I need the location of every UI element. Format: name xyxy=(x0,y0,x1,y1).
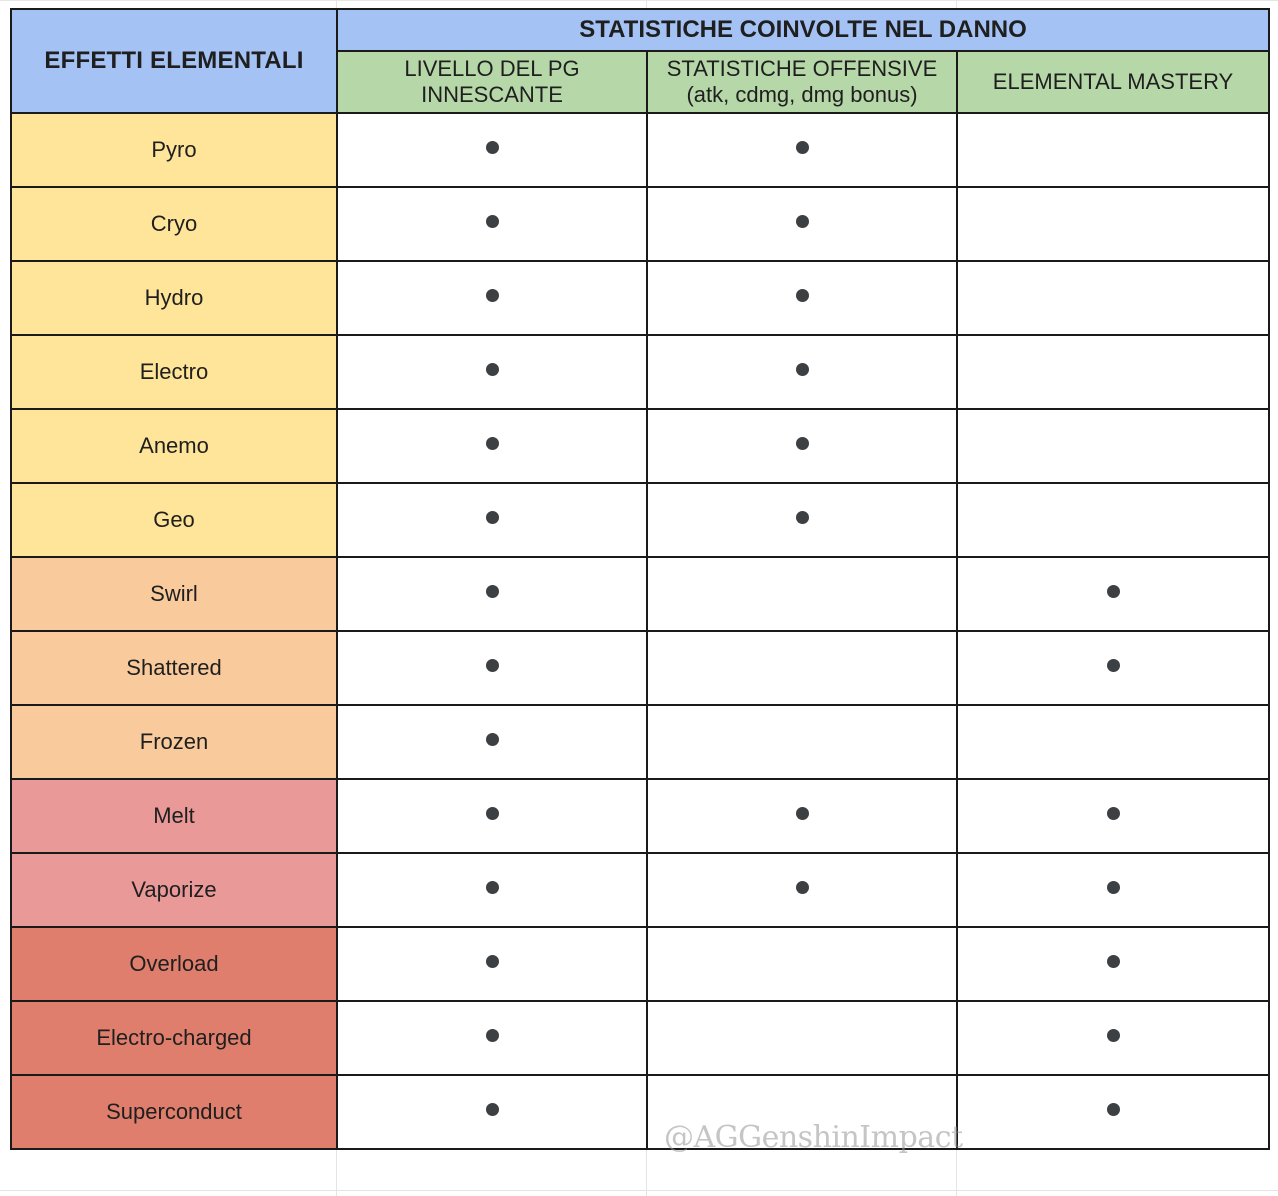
effects-column-title: EFFETTI ELEMENTALI xyxy=(44,47,304,74)
stat-cell-mastery[interactable] xyxy=(957,853,1269,927)
effect-name-cell[interactable]: Geo xyxy=(11,483,337,557)
stat-cell-mastery[interactable] xyxy=(957,631,1269,705)
stat-cell-level[interactable] xyxy=(337,483,647,557)
column-header-line: STATISTICHE OFFENSIVE xyxy=(666,56,938,81)
column-header-line: (atk, cdmg, dmg bonus) xyxy=(686,82,918,107)
effect-name-cell[interactable]: Overload xyxy=(11,927,337,1001)
stat-cell-level[interactable] xyxy=(337,1001,647,1075)
effect-name-cell[interactable]: Frozen xyxy=(11,705,337,779)
stat-cell-offensive[interactable] xyxy=(647,853,957,927)
effect-name-cell[interactable]: Pyro xyxy=(11,113,337,187)
stat-cell-offensive[interactable] xyxy=(647,927,957,1001)
stat-cell-level[interactable] xyxy=(337,187,647,261)
table-row xyxy=(11,853,1269,927)
stat-cell-offensive[interactable] xyxy=(647,335,957,409)
bullet-dot-icon xyxy=(486,1103,499,1116)
table-row xyxy=(11,409,1269,483)
table-row xyxy=(11,557,1269,631)
effect-name-cell[interactable]: Cryo xyxy=(11,187,337,261)
stat-cell-offensive[interactable] xyxy=(647,631,957,705)
stat-cell-mastery[interactable] xyxy=(957,1075,1269,1149)
stats-group-title: STATISTICHE COINVOLTE NEL DANNO xyxy=(579,16,1027,43)
stat-cell-offensive[interactable] xyxy=(647,483,957,557)
effect-name-cell[interactable]: Swirl xyxy=(11,557,337,631)
stat-cell-offensive[interactable] xyxy=(647,705,957,779)
table-row xyxy=(11,335,1269,409)
column-header-level[interactable] xyxy=(337,51,647,113)
stat-cell-offensive[interactable] xyxy=(647,779,957,853)
bullet-dot-icon xyxy=(486,955,499,968)
bullet-dot-icon xyxy=(486,659,499,672)
effect-name-cell[interactable]: Electro xyxy=(11,335,337,409)
stat-cell-level[interactable] xyxy=(337,853,647,927)
column-header-line: LIVELLO DEL PG xyxy=(404,56,580,81)
stat-cell-offensive[interactable] xyxy=(647,557,957,631)
bullet-dot-icon xyxy=(796,437,809,450)
bullet-dot-icon xyxy=(796,215,809,228)
stat-cell-mastery[interactable] xyxy=(957,927,1269,1001)
stat-cell-mastery[interactable] xyxy=(957,187,1269,261)
stat-cell-mastery[interactable] xyxy=(957,113,1269,187)
stat-cell-mastery[interactable] xyxy=(957,1001,1269,1075)
stat-cell-level[interactable] xyxy=(337,705,647,779)
table-body xyxy=(11,113,1269,1149)
bullet-dot-icon xyxy=(796,363,809,376)
table-row xyxy=(11,187,1269,261)
stat-cell-mastery[interactable] xyxy=(957,261,1269,335)
stat-cell-offensive[interactable] xyxy=(647,113,957,187)
table-row xyxy=(11,705,1269,779)
stat-cell-level[interactable] xyxy=(337,261,647,335)
effect-name-cell[interactable]: Hydro xyxy=(11,261,337,335)
table-row xyxy=(11,1001,1269,1075)
stat-cell-level[interactable] xyxy=(337,113,647,187)
bullet-dot-icon xyxy=(796,511,809,524)
bullet-dot-icon xyxy=(486,807,499,820)
bullet-dot-icon xyxy=(796,289,809,302)
bullet-dot-icon xyxy=(1107,1103,1120,1116)
stats-group-header[interactable] xyxy=(337,9,1269,51)
bullet-dot-icon xyxy=(1107,807,1120,820)
bullet-dot-icon xyxy=(486,733,499,746)
bullet-dot-icon xyxy=(796,881,809,894)
effect-name-cell[interactable]: Electro-charged xyxy=(11,1001,337,1075)
bullet-dot-icon xyxy=(796,807,809,820)
sheet-gridline xyxy=(0,1190,1278,1191)
bullet-dot-icon xyxy=(486,141,499,154)
bullet-dot-icon xyxy=(1107,881,1120,894)
bullet-dot-icon xyxy=(486,511,499,524)
bullet-dot-icon xyxy=(486,363,499,376)
table-row xyxy=(11,1075,1269,1149)
effect-name-cell[interactable]: Anemo xyxy=(11,409,337,483)
table-row xyxy=(11,631,1269,705)
stat-cell-offensive[interactable] xyxy=(647,1001,957,1075)
stat-cell-offensive[interactable] xyxy=(647,409,957,483)
table-row xyxy=(11,113,1269,187)
bullet-dot-icon xyxy=(486,585,499,598)
table-row xyxy=(11,483,1269,557)
effect-name-cell[interactable]: Shattered xyxy=(11,631,337,705)
stat-cell-level[interactable] xyxy=(337,927,647,1001)
stat-cell-mastery[interactable] xyxy=(957,779,1269,853)
damage-stats-table xyxy=(10,8,1270,1150)
watermark: @AGGenshinImpact xyxy=(664,1120,963,1155)
bullet-dot-icon xyxy=(486,289,499,302)
bullet-dot-icon xyxy=(1107,955,1120,968)
stat-cell-offensive[interactable] xyxy=(647,187,957,261)
stat-cell-level[interactable] xyxy=(337,335,647,409)
bullet-dot-icon xyxy=(1107,659,1120,672)
column-header-line: ELEMENTAL MASTERY xyxy=(992,69,1234,94)
bullet-dot-icon xyxy=(1107,585,1120,598)
stat-cell-mastery[interactable] xyxy=(957,483,1269,557)
bullet-dot-icon xyxy=(486,881,499,894)
stat-cell-level[interactable] xyxy=(337,631,647,705)
stat-cell-level[interactable] xyxy=(337,1075,647,1149)
effect-name-cell[interactable]: Vaporize xyxy=(11,853,337,927)
stat-cell-level[interactable] xyxy=(337,409,647,483)
table-row xyxy=(11,779,1269,853)
stat-cell-level[interactable] xyxy=(337,779,647,853)
stat-cell-mastery[interactable] xyxy=(957,409,1269,483)
bullet-dot-icon xyxy=(1107,1029,1120,1042)
table-row xyxy=(11,927,1269,1001)
stat-cell-offensive[interactable] xyxy=(647,261,957,335)
stat-cell-mastery[interactable] xyxy=(957,335,1269,409)
effect-name-cell[interactable]: Melt xyxy=(11,779,337,853)
column-header-line: INNESCANTE xyxy=(421,82,563,107)
effects-column-header[interactable] xyxy=(11,9,337,113)
stat-cell-mastery[interactable] xyxy=(957,557,1269,631)
column-header-mastery[interactable] xyxy=(957,51,1269,113)
table-row xyxy=(11,261,1269,335)
bullet-dot-icon xyxy=(486,1029,499,1042)
bullet-dot-icon xyxy=(486,437,499,450)
stat-cell-level[interactable] xyxy=(337,557,647,631)
effect-name-cell[interactable]: Superconduct xyxy=(11,1075,337,1149)
column-header-offensive[interactable] xyxy=(647,51,957,113)
bullet-dot-icon xyxy=(486,215,499,228)
bullet-dot-icon xyxy=(796,141,809,154)
stat-cell-mastery[interactable] xyxy=(957,705,1269,779)
